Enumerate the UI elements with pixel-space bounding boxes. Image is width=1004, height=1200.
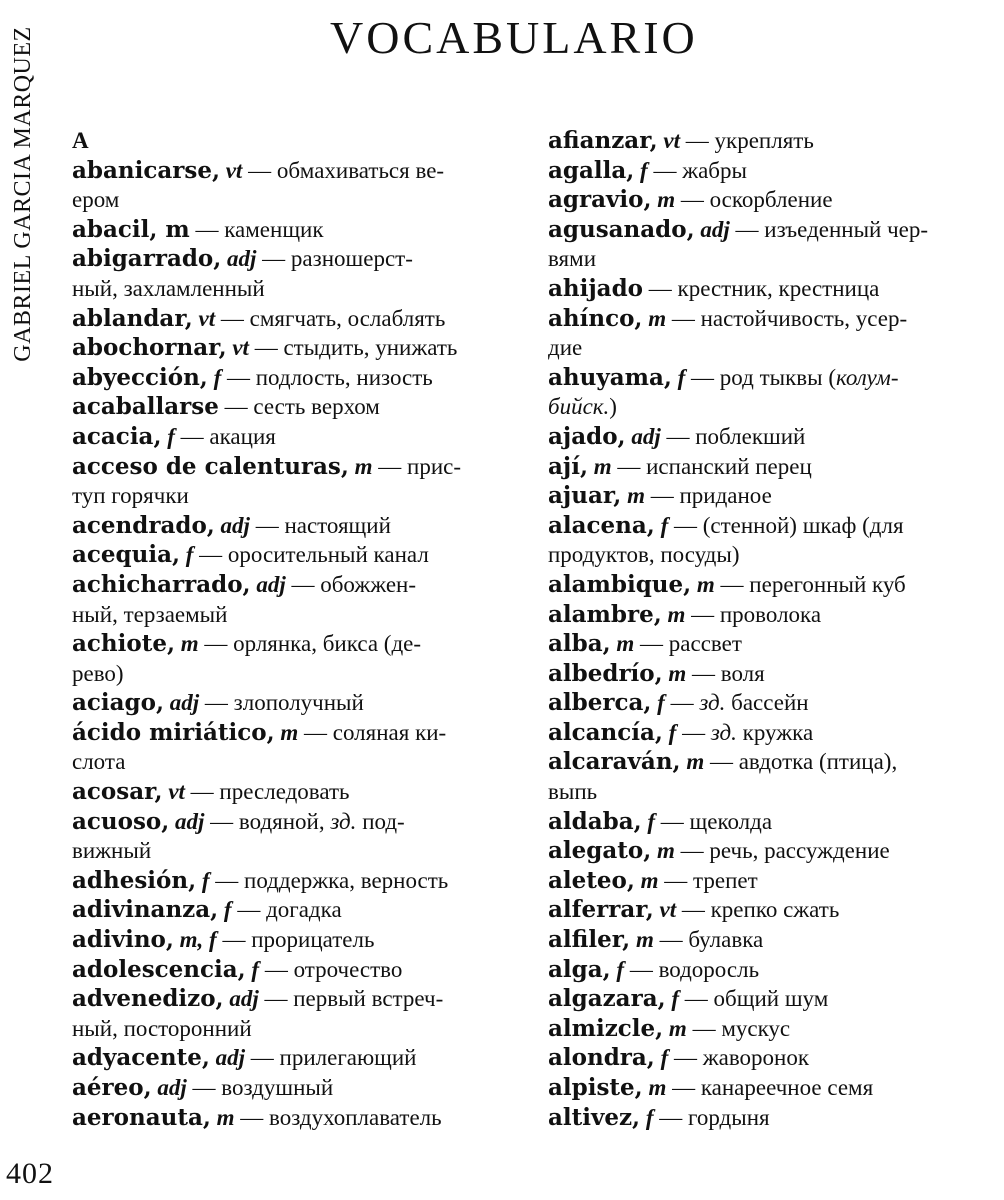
headword: acuoso, <box>72 807 170 835</box>
headword: ahijado <box>548 274 644 302</box>
headword: aleteo, <box>548 866 635 894</box>
entry-line <box>72 481 503 511</box>
headword: altivez, <box>548 1103 641 1131</box>
definition-text: — проволока <box>685 601 822 627</box>
definition-text: — догадка <box>231 897 342 923</box>
entry-line <box>548 392 980 422</box>
entry-line <box>548 481 980 511</box>
headword: alcancía, <box>548 718 663 746</box>
definition-text: — испанский перец <box>611 453 812 479</box>
definition-text: — смягчать, ослаблять <box>215 305 446 331</box>
definition-text: — крепко сжать <box>676 897 840 923</box>
grammar-label: m <box>627 483 645 509</box>
entry-line <box>548 333 980 363</box>
headword: ácido miriático, <box>72 718 275 746</box>
grammar-label: f <box>167 423 175 449</box>
entry-line <box>72 895 503 925</box>
definition-text: — соляная ки- <box>298 719 447 745</box>
grammar-label: m <box>354 453 373 479</box>
entry-line <box>72 659 503 689</box>
entry-line <box>548 570 980 600</box>
grammar-label: f <box>616 956 625 982</box>
headword: aéreo, <box>72 1074 152 1101</box>
definition-text: ный, захламленный <box>72 275 265 301</box>
right-column <box>548 126 980 1132</box>
entry-line <box>548 866 980 896</box>
definition-text: — прилегающий <box>245 1045 417 1071</box>
definition-text: — разношерст- <box>256 246 413 272</box>
grammar-label: m <box>648 1075 667 1100</box>
definition-text: — обмахиваться ве- <box>242 157 445 183</box>
definition-text: — укреплять <box>680 128 814 153</box>
grammar-label: f <box>185 542 194 568</box>
entry-line <box>72 244 503 274</box>
entry-line <box>548 185 980 215</box>
entry-line <box>72 333 503 363</box>
headword: acosar, <box>72 778 163 806</box>
headword: acaballarse <box>72 393 219 421</box>
headword: agravio, <box>548 186 652 214</box>
entry-line <box>72 185 503 215</box>
grammar-label: vt <box>168 779 185 805</box>
headword: achiote, <box>72 630 175 658</box>
headword: alba, <box>548 630 611 658</box>
grammar-label: vt <box>659 897 677 923</box>
definition-text: — водоросль <box>624 956 760 982</box>
headword: ablandar, <box>72 304 193 332</box>
grammar-label: m <box>640 867 659 893</box>
definition-text: — род тыквы ( <box>685 364 836 390</box>
headword: advenedizo, <box>72 985 224 1013</box>
headword: alambre, <box>548 600 662 628</box>
definition-text: дие <box>548 335 583 361</box>
entry-line <box>72 955 503 985</box>
definition-text: — <box>664 690 700 716</box>
entry-line <box>72 747 503 777</box>
grammar-label: f <box>660 512 669 538</box>
entry-line <box>72 836 503 866</box>
grammar-label: m <box>668 660 687 686</box>
headword: acendrado, <box>72 511 215 539</box>
entry-line <box>548 215 980 245</box>
italic-note: зд. <box>710 719 737 745</box>
entry-line <box>548 600 980 630</box>
definition-text: — прорицатель <box>216 927 375 953</box>
entry-line <box>72 1073 503 1103</box>
entry-line <box>72 215 503 245</box>
definition-text: — сесть верхом <box>218 394 380 420</box>
italic-note: колум- <box>836 364 899 390</box>
entry-line <box>548 452 980 482</box>
grammar-label: vt <box>663 128 681 153</box>
grammar-label: adj <box>220 512 250 538</box>
grammar-label: m <box>593 453 612 479</box>
grammar-label: m <box>635 927 654 953</box>
grammar-label: adj <box>227 246 257 272</box>
headword: alpiste, <box>548 1074 643 1101</box>
definition-text: — каменщик <box>189 216 324 242</box>
definition-text: под- <box>356 808 405 834</box>
headword: achicharrado, <box>72 570 251 598</box>
grammar-label: m <box>280 719 299 745</box>
definition-text: — обожжен- <box>285 571 417 597</box>
entry-line <box>548 925 980 955</box>
definition-text: — орлянка, бикса (де- <box>198 631 422 657</box>
definition-text: — жаворонок <box>668 1045 810 1071</box>
definition-text: — воздушный <box>186 1075 334 1100</box>
definition-text: — канареечное семя <box>666 1075 874 1100</box>
definition-text: — воля <box>686 660 765 686</box>
grammar-label: m <box>657 187 676 213</box>
entry-line <box>548 244 980 274</box>
entry-line <box>548 1014 980 1044</box>
entry-line <box>72 807 503 837</box>
grammar-label: adj <box>215 1045 246 1071</box>
definition-text: — прис- <box>372 453 462 479</box>
grammar-label: m <box>686 749 705 775</box>
grammar-label: f <box>660 1045 669 1071</box>
definition-text: — трепет <box>658 867 758 893</box>
entry-line <box>72 1014 503 1044</box>
entry-line <box>548 629 980 659</box>
definition-text: — отрочество <box>259 956 403 982</box>
headword: abigarrado, <box>72 245 222 273</box>
entry-line <box>548 304 980 334</box>
headword: alga, <box>548 955 611 983</box>
italic-note: бийск. <box>548 394 610 420</box>
headword: abacil, m <box>72 215 190 243</box>
entry-line <box>548 511 980 541</box>
headword: adivino, <box>72 926 174 954</box>
headword: adivinanza, <box>72 896 219 924</box>
definition-text: — авдотка (птица), <box>704 749 898 775</box>
headword: acceso de calenturas, <box>72 452 349 480</box>
definition-text: выпь <box>548 779 598 805</box>
definition-text: ный, терзаемый <box>72 601 228 627</box>
definition-text: — злополучный <box>199 690 364 716</box>
entry-line <box>72 452 503 482</box>
grammar-label: f <box>213 364 222 390</box>
entry-line <box>72 600 503 630</box>
entry-line <box>548 363 980 393</box>
headword: alacena, <box>548 511 655 539</box>
headword: alcaraván, <box>548 748 681 776</box>
entry-line <box>548 1073 980 1103</box>
entry-line <box>548 984 980 1014</box>
entry-line <box>72 718 503 748</box>
grammar-label: m <box>696 571 715 597</box>
entry-line <box>72 392 503 422</box>
grammar-label: f <box>668 719 677 745</box>
grammar-label: f <box>677 364 686 390</box>
grammar-label: m <box>668 1015 687 1041</box>
grammar-label: adj <box>700 216 730 242</box>
definition-text: — крестник, крестница <box>643 275 880 301</box>
headword: ajuar, <box>548 482 622 510</box>
entry-line <box>548 955 980 985</box>
definition-text: — подлость, низость <box>221 364 433 390</box>
grammar-label: m <box>180 631 199 657</box>
headword: ahuyama, <box>548 363 672 391</box>
headword: acequia, <box>72 541 180 569</box>
entry-line <box>548 422 980 452</box>
definition-text: туп горячки <box>72 483 189 509</box>
headword: agusanado, <box>548 215 695 243</box>
headword: alondra, <box>548 1044 655 1072</box>
headword: afianzar, <box>548 127 658 154</box>
entry-line <box>72 629 503 659</box>
definition-text: — настойчивость, усер- <box>666 305 908 331</box>
grammar-label: m <box>667 601 686 627</box>
definition-text: — <box>676 719 711 745</box>
entry-line <box>72 1043 503 1073</box>
definition-text: бассейн <box>725 690 809 716</box>
entry-line <box>72 866 503 896</box>
grammar-label: m <box>648 305 667 331</box>
headword: ahínco, <box>548 304 643 332</box>
grammar-label: f <box>201 867 210 893</box>
definition-text: вижный <box>72 838 152 864</box>
headword: alfiler, <box>548 926 631 954</box>
headword: abochornar, <box>72 334 227 362</box>
definition-text: кружка <box>736 719 814 745</box>
entry-line <box>72 274 503 304</box>
definition-text: — поддержка, верность <box>209 867 449 893</box>
headword: alferrar, <box>548 896 654 924</box>
headword: aldaba, <box>548 807 642 835</box>
headword: adyacente, <box>72 1044 210 1072</box>
definition-text: ером <box>72 187 120 213</box>
grammar-label: f <box>640 157 648 183</box>
definition-text: — булавка <box>653 927 764 953</box>
definition-text: — приданое <box>644 483 772 509</box>
definition-text: — рассвет <box>634 631 742 657</box>
headword: albedrío, <box>548 659 663 687</box>
grammar-label: adj <box>631 423 661 449</box>
running-title-text: GABRIEL GARCIA MARQUEZ <box>10 26 36 362</box>
italic-note: зд. <box>330 808 357 834</box>
grammar-label: f <box>647 808 656 834</box>
headword: alambique, <box>548 570 692 598</box>
entry-line <box>72 1103 503 1133</box>
entry-line <box>72 984 503 1014</box>
definition-text: — мускус <box>686 1015 791 1041</box>
grammar-label: m <box>216 1104 235 1130</box>
page-number: 402 <box>6 1157 54 1190</box>
definition-text: — (стенной) шкаф (для <box>668 512 904 538</box>
entry-line <box>548 718 980 748</box>
headword: ají, <box>548 452 588 480</box>
grammar-label: f <box>657 690 665 716</box>
grammar-label: f <box>645 1104 654 1130</box>
entry-line <box>548 540 980 570</box>
entry-line <box>548 274 980 304</box>
headword: aciago, <box>72 689 164 717</box>
entry-line <box>548 807 980 837</box>
grammar-label: m <box>616 631 635 657</box>
entry-line <box>72 156 503 186</box>
entry-line <box>72 363 503 393</box>
headword: aeronauta, <box>72 1103 211 1131</box>
entry-line <box>548 659 980 689</box>
definition-text: вями <box>548 246 596 272</box>
entry-line <box>548 777 980 807</box>
entry-line <box>548 688 980 718</box>
headword: adhesión, <box>72 866 197 894</box>
entry-line <box>548 747 980 777</box>
grammar-label: f <box>671 986 680 1012</box>
headword: agalla, <box>548 156 635 184</box>
grammar-label: f <box>251 956 260 982</box>
page-title: VOCABULARIO <box>330 12 698 63</box>
grammar-label: f <box>223 897 232 923</box>
entry-line <box>72 925 503 955</box>
entry-line <box>72 422 503 452</box>
headword: alberca, <box>548 689 652 717</box>
entry-line <box>548 1043 980 1073</box>
entry-line <box>72 570 503 600</box>
entry-line <box>548 156 980 186</box>
grammar-label: adj <box>175 808 205 834</box>
entry-line <box>548 1103 980 1133</box>
left-column <box>72 126 503 1132</box>
headword: acacia, <box>72 422 162 450</box>
grammar-label: m <box>656 838 675 864</box>
definition-text: слота <box>72 749 126 775</box>
entry-line <box>72 540 503 570</box>
grammar-label: adj <box>169 690 200 716</box>
definition-text: — оросительный канал <box>193 542 429 568</box>
entry-line <box>548 126 980 156</box>
grammar-label: vt <box>198 305 216 331</box>
definition-text: — преследовать <box>184 779 350 805</box>
headword: adolescencia, <box>72 955 246 983</box>
definition-text: — стыдить, унижать <box>248 335 458 361</box>
grammar-label: vt <box>232 335 249 361</box>
headword: abyección, <box>72 363 208 391</box>
headword: ajado, <box>548 422 626 450</box>
definition-text: ) <box>609 394 617 420</box>
definition-text: рево) <box>72 660 124 686</box>
headword: alegato, <box>548 837 652 865</box>
headword: algazara, <box>548 985 666 1013</box>
definition-text: — перегонный куб <box>714 571 906 597</box>
headword: abanicarse, <box>72 156 220 184</box>
headword: almizcle, <box>548 1014 664 1042</box>
definition-text: — изъеденный чер- <box>729 216 929 242</box>
definition-text: — первый встреч- <box>258 986 444 1012</box>
definition-text: — акация <box>174 423 276 449</box>
definition-text: — воздухоплаватель <box>234 1104 442 1130</box>
entry-line <box>548 836 980 866</box>
definition-text: — общий шум <box>679 986 829 1012</box>
entry-line <box>548 895 980 925</box>
definition-text: — гордыня <box>653 1104 770 1130</box>
grammar-label: adj <box>157 1075 187 1100</box>
italic-note: зд. <box>699 690 726 716</box>
definition-text: — поблекший <box>660 423 806 449</box>
entry-line <box>72 777 503 807</box>
definition-text: — водяной, <box>204 808 331 834</box>
definition-text: ный, посторонний <box>72 1015 252 1041</box>
grammar-label: adj <box>256 571 286 597</box>
entry-line <box>72 688 503 718</box>
definition-text: — щеколда <box>655 808 773 834</box>
section-letter: A <box>72 128 89 153</box>
running-title <box>6 8 40 380</box>
grammar-label: adj <box>229 986 259 1012</box>
grammar-label: vt <box>225 157 243 183</box>
entry-line <box>72 511 503 541</box>
definition-text: — речь, рассуждение <box>674 838 890 864</box>
definition-text: продуктов, посуды) <box>548 542 740 568</box>
definition-text: — настоящий <box>249 512 391 538</box>
grammar-label: m, f <box>179 927 217 953</box>
definition-text: — оскорбление <box>675 187 833 213</box>
entry-line <box>72 304 503 334</box>
definition-text: — жабры <box>647 157 747 183</box>
